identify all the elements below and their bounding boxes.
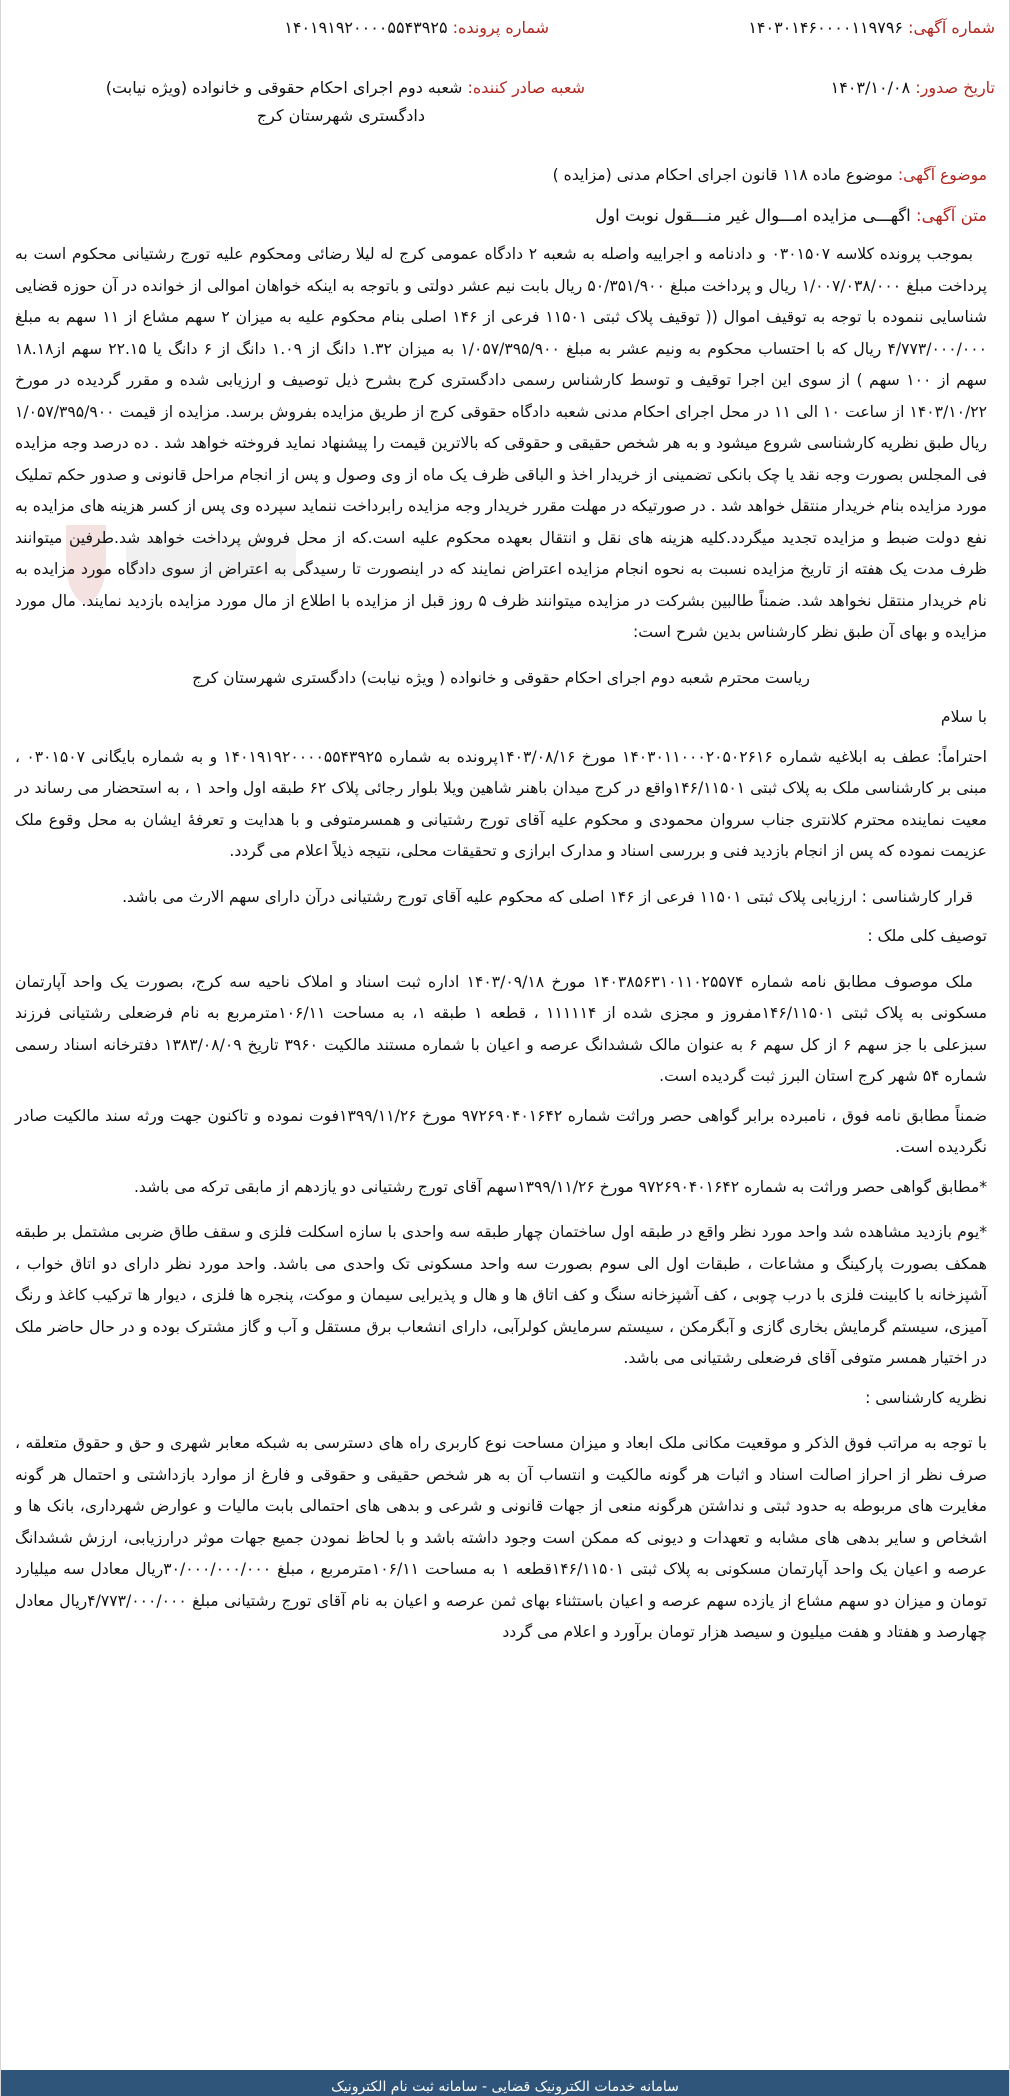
document-body	[15, 160, 987, 1649]
property-description-title: توصیف کلی ملک :	[867, 927, 987, 945]
issue-date-value: ۱۴۰۳/۱۰/۰۸	[830, 78, 911, 97]
case-number-row	[284, 14, 549, 42]
auction-paragraph: بموجب پرونده کلاسه ۰۳۰۱۵۰۷ و دادنامه و اجراییه واصله به شعبه ۲ دادگاه عمومی کرج له لیلا رضائی ومحکوم علیه تورج رشتیانی محکوم است به پرداخت مبلغ ۱/۰۰۷/۰۳۸/۰۰۰ ریال و پرداخت مبلغ ۵۰/۳۵۱/۹۰۰ ریال بابت نیم عشر دولتی و باتوجه به اینکه خواهان اموالی از خوانده در آن حوزه قضایی شناسایی ننموده با توجه به توقیف اموال (( توقیف پلاک ثبتی ۱۱۵۰۱ فرعی از ۱۴۶ اصلی بنام محکوم علیه به میزان ۲ سهم مشاع از ۱۱ سهم به مبلغ ۴/۷۷۳/۰۰۰/۰۰۰ ریال که با احتساب محکوم به ونیم عشر به مبلغ ۱/۰۵۷/۳۹۵/۹۰۰ به میزان ۱.۳۲ دانگ از ۱.۰۹ دانگ از ۶ دانگ یا ۲۲.۱۵ سهم از۱۸.۱۸ سهم از ۱۰۰ سهم ) از سوی این اجرا توقیف و توسط کارشناس رسمی دادگستری کرج بشرح ذیل توصیف و ارزیابی شده و مقرر گردیده در مورخ ۱۴۰۳/۱۰/۲۲ از ساعت ۱۰ الی ۱۱ در محل اجرای احکام مدنی شعبه دادگاه حقوقی کرج از طریق مزایده بفروش برسد. مزایده از قیمت ۱/۰۵۷/۳۹۵/۹۰۰ ریال طبق نظریه کارشناسی شروع میشود و به هر شخص حقیقی و حقوقی که بالاترین قیمت را پیشنهاد نماید فروخته خواهد شد . ده درصد وجه مزایده فی المجلس بصورت وجه نقد یا چک بانکی تضمینی از خریدار اخذ و الباقی ظرف یک ماه از وی وصول و پس از انجام مراحل قانونی و صدور حکم تملیک مورد مزایده بنام خریدار منتقل خواهد شد . در صورتیکه در مهلت مقرر خریدار وجه مزایده رابرداخت ننماید سپرده وی پس از کسر هزینه های مزایده به نفع دولت ضبط و مزایده تجدید میگردد.کلیه هزینه های نقل و انتقال بعهده محکوم علیه است.که از محل فروش پرداخت خواهد شد.طرفین میتوانند ظرف مدت یک هفته از تاریخ مزایده نسبت به نحوه انجام مزایده اعتراض نمایند که در اینصورت تا رسیدگی به اعتراض از سوی دادگاه مورد مزایده به نام خریدار منتقل نخواهد شد. ضمناً طالبین بشرکت در مزایده میتوانند ظرف ۵ روز قبل از مزایده با اطلاع از مال مورد مزایده بازدید نمایند. مال مورد مزایده و بهای آن طبق نظر کارشناس بدین شرح است:	[15, 245, 987, 641]
ad-text-label: متن آگهی:	[916, 205, 987, 225]
subject-label: موضوع آگهی:	[897, 166, 987, 184]
ad-text-row	[15, 200, 987, 232]
subject-row	[15, 160, 987, 192]
ad-text-title: اگهـــی مزایده امـــوال غیر منـــقول نوبت اول	[595, 205, 911, 225]
inheritance-share-paragraph: *مطابق گواهی حصر وراثت به شماره ۹۷۲۶۹۰۴۰۱۶۴۲ مورخ ۱۳۹۹/۱۱/۲۶سهم آقای تورج رشتیانی دو یازدهم از مابقی ترکه می باشد.	[133, 1177, 987, 1196]
expert-order-paragraph: قرار کارشناسی : ارزیابی پلاک ثبتی ۱۱۵۰۱ فرعی از ۱۴۶ اصلی که محکوم علیه آقای تورج رشتیانی درآن دارای سهم الارث می باشد.	[122, 887, 973, 906]
issuer-label: شعبه صادر کننده:	[467, 78, 585, 97]
expert-opinion-paragraph: با توجه به مراتب فوق الذکر و موقعیت مکانی ملک ابعاد و میزان مساحت نوع کاربری راه های دسترسی به شبکه معابر شهری و حق و حقوق متعلقه ، صرف نظر از احراز اصالت اسناد و اثبات هر گونه مالکیت و انتساب آن به هر شخص حقیقی و حقوقی و فارغ از موارد بازداشتی و احتمال هر گونه مغایرت های مربوطه به حدود ثبتی و نداشتن هرگونه منعی از جهات قانونی و شرعی و بدهی های احتمالی بابت مالیات و عوارض شهرداری، بانک ها و اشخاص و سایر بدهی های مشابه و تعهدات و دیونی که ممکن است وجود داشته باشد و با لحاظ نمودن جمیع جهات موثر درارزیابی، ارزش ششدانگ عرصه و اعیان یک واحد آپارتمان مسکونی به پلاک ثبتی ۱۴۶/۱۱۵۰۱قطعه ۱ به مساحت ۱۰۶/۱۱مترمربع ، مبلغ ۳۰/۰۰۰/۰۰۰/۰۰۰ریال معادل سه میلیارد تومان و میزان دو سهم مشاع از یازده سهم عرصه و اعیان باستثناء بهای ثمن عرصه و اعیان به نام آقای تورج رشتیانی مبلغ ۴/۷۷۳/۰۰۰/۰۰۰ریال معادل چهارصد و هفتاد و هفت میلیون و سیصد هزار تومان برآورد و اعلام می گردد	[15, 1434, 987, 1641]
subject-value: موضوع ماده ۱۱۸ قانون اجرای احکام مدنی (مزایده )	[552, 166, 893, 184]
ad-number-row	[748, 14, 995, 42]
footer-bar	[1, 2070, 1009, 2096]
expert-opinion-title: نظریه کارشناسی :	[865, 1388, 987, 1407]
ad-number-label: شماره آگهی:	[908, 18, 995, 37]
property-description-paragraph: ملک موصوف مطابق نامه شماره ۱۴۰۳۸۵۶۳۱۰۱۱۰۲۵۵۷۴ مورخ ۱۴۰۳/۰۹/۱۸ اداره ثبت اسناد و املاک ناحیه سه کرج، بصورت یک واحد آپارتمان مسکونی به پلاک ثبتی ۱۴۶/۱۱۵۰۱مفروز و مجزی شده از ۱۱۱۱۱۴ ، قطعه ۱ طبقه ۱، به مساحت ۱۰۶/۱۱مترمربع به نام فرضعلی رشتیانی فرزند سبزعلی با جز سهم ۶ از کل سهم ۶ به عنوان مالک ششدانگ عرصه و اعیان با شماره مستند مالکیت ۳۹۶۰ تاریخ ۱۳۸۳/۰۸/۰۹ دفترخانه اسناد رسمی شماره ۵۴ شهر کرج استان البرز ثبت گردیده است.	[15, 972, 988, 1085]
respect-paragraph: احتراماً: عطف به ابلاغیه شماره ۱۴۰۳۰۱۱۰۰۰۲۰۵۰۲۶۱۶ مورخ ۱۴۰۳/۰۸/۱۶پرونده به شماره ۱۴۰۱۹۱۹۲۰۰۰۰۵۵۴۳۹۲۵ و به شماره بایگانی ۰۳۰۱۵۰۷ ، مبنی بر کارشناسی ملک به پلاک ثبتی ۱۴۶/۱۱۵۰۱واقع در کرج میدان باهنر شاهین ویلا بلوار رجائی پلاک ۶۲ طبقه اول واحد ۱ ، به استحضار می رساند در معیت نماینده محترم کلانتری جناب سروان محمودی و محکوم علیه آقای تورج رشتیانی و همسرمتوفی و با هدایت و تعرفهٔ ایشان به محل وقوع ملک عزیمت نموده که پس از انجام بازدید فنی و بررسی اسناد و مدارک ابرازی و تحقیقات محلی، نتیجه ذیلاً اعلام می گردد.	[15, 747, 987, 860]
issuer-row	[106, 74, 585, 130]
case-number-value: ۱۴۰۱۹۱۹۲۰۰۰۰۵۵۴۳۹۲۵	[284, 18, 448, 37]
salutation: با سلام	[940, 708, 987, 726]
issue-date-label: تاریخ صدور:	[915, 78, 995, 97]
ad-number-value: ۱۴۰۳۰۱۴۶۰۰۰۰۱۱۹۷۹۶	[748, 18, 904, 37]
case-number-label: شماره پرونده:	[452, 18, 549, 37]
issue-date-row	[831, 74, 995, 102]
footer-text: سامانه خدمات الکترونیک قضایی - سامانه ثبت نام الکترونیک	[331, 2079, 679, 2095]
issuer-value-line1: شعبه دوم اجرای احکام حقوقی و خانواده (ویژه نیابت)	[105, 78, 463, 97]
issuer-value-line2: دادگستری شهرستان کرج	[256, 106, 425, 125]
inspection-paragraph: *یوم بازدید مشاهده شد واحد مورد نظر واقع در طبقه اول ساختمان چهار طبقه سه واحدی با سازه اسکلت فلزی و سقف طاق ضربی مشتمل بر طبقه همکف بصورت پارکینگ و مشاعات ، طبقات اول الی سوم بصورت سه واحد مسکونی تک واحدی می باشد. واحد مورد نظر دارای دو اتاق خواب ، آشپزخانه با کابینت فلزی با درب چوبی ، کف آشپزخانه سنگ و کف اتاق ها و هال و پذیرایی سیمان و موکت، پنجره ها فلزی ، دیوار ها ترکیب کاغذ و رنگ آمیزی، سیستم گرمایش بخاری گازی و آبگرمکن ، سیستم سرمایش کولرآبی، دارای انشعاب برق مستقل و آب و گاز مشترک بوده و در حال حاضر ملک در اختیار همسر متوفی آقای فرضعلی رشتیانی می باشد.	[15, 1223, 987, 1367]
address-line: ریاست محترم شعبه دوم اجرای احکام حقوقی و خانواده ( ویژه نیابت) دادگستری شهرستان کرج	[192, 668, 810, 687]
inheritance-note-paragraph: ضمناً مطابق نامه فوق ، نامبرده برابر گواهی حصر وراثت شماره ۹۷۲۶۹۰۴۰۱۶۴۲ مورخ ۱۳۹۹/۱۱/۲۶فوت نموده و تاکنون جهت ورثه سند مالکیت صادر نگردیده است.	[15, 1106, 988, 1156]
